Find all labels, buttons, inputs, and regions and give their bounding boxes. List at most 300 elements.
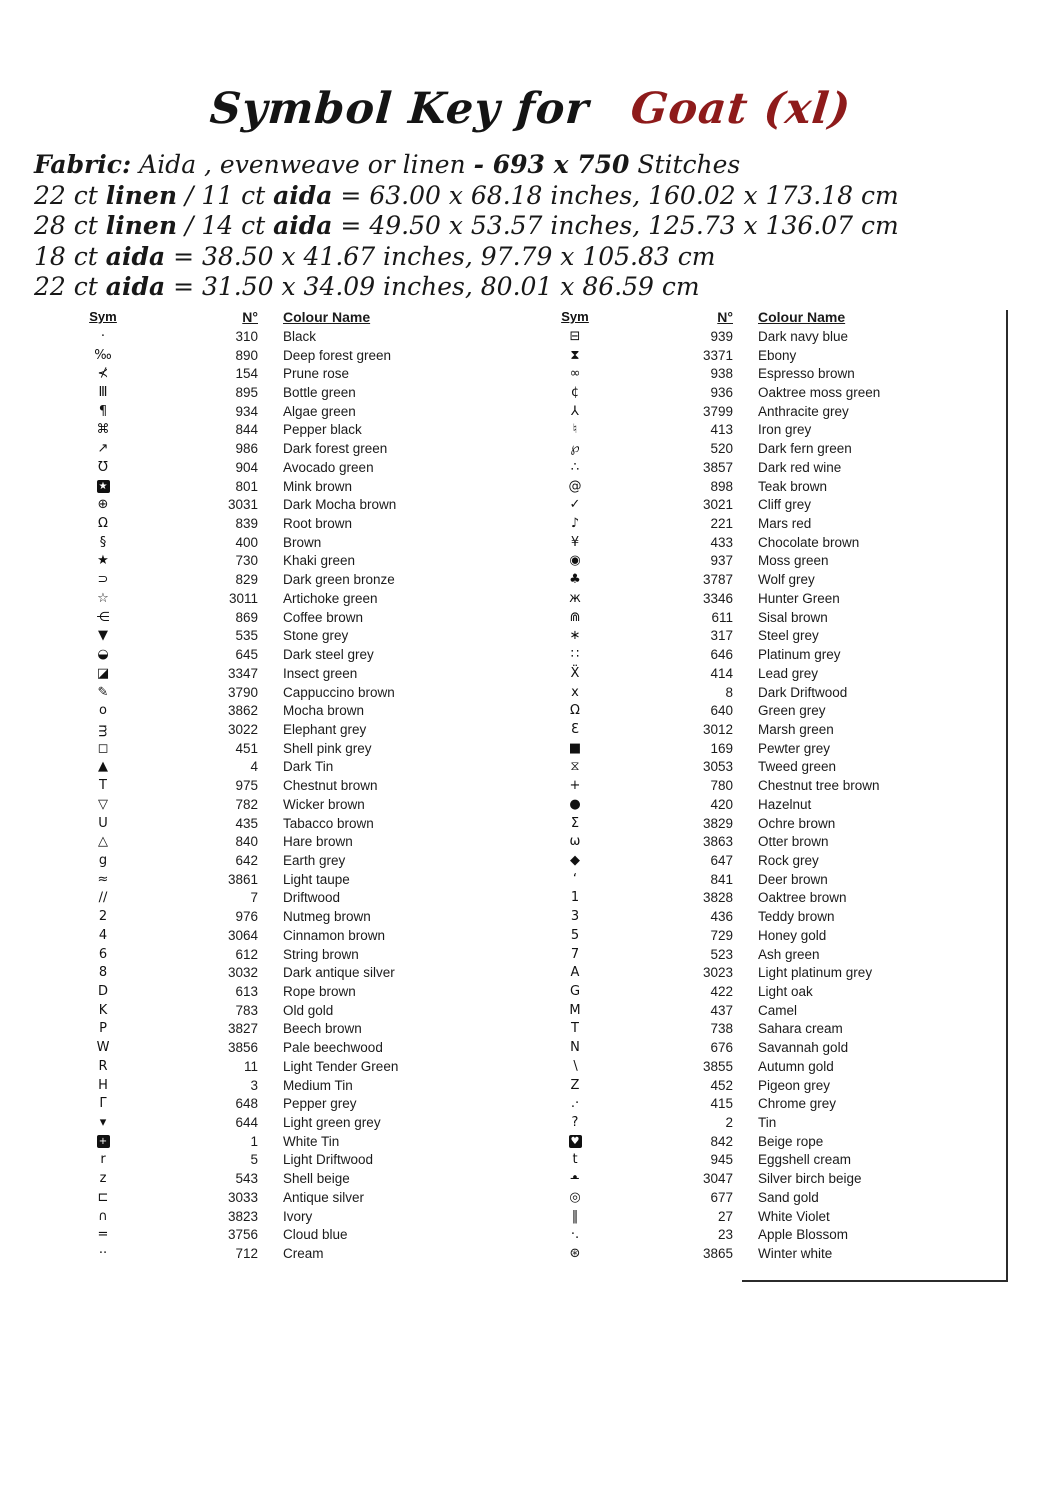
colour-name-cell: Black <box>283 328 317 344</box>
colour-name-cell: Light platinum grey <box>758 965 873 981</box>
table-header-row <box>60 306 530 327</box>
stitch-symbol-glyph: 4 <box>98 927 108 943</box>
symbol-cell <box>540 1246 610 1261</box>
symbol-cell <box>540 965 610 980</box>
stitch-symbol-glyph: Ɛ <box>571 721 579 737</box>
stitch-symbol-glyph: ⊃ <box>97 572 109 588</box>
symbol-cell <box>60 497 146 512</box>
title-prefix: Symbol Key for <box>207 84 591 134</box>
number-cell: 842 <box>710 1133 733 1149</box>
symbol-cell <box>60 984 146 999</box>
number-cell: 642 <box>235 852 258 868</box>
fabric-text-segment: aida <box>105 241 166 271</box>
key-row <box>60 645 530 664</box>
key-row <box>60 1207 530 1226</box>
colour-name-cell: String brown <box>283 946 359 962</box>
colour-name-header: Colour Name <box>283 308 371 325</box>
number-cell: 3828 <box>702 890 733 906</box>
stitch-symbol-glyph: ⊕ <box>97 497 109 513</box>
key-row <box>60 795 530 814</box>
colour-name-cell: Chocolate brown <box>758 534 860 550</box>
symbol-cell <box>540 666 610 681</box>
colour-name-cell: Driftwood <box>283 890 341 906</box>
key-row <box>60 1076 530 1095</box>
fabric-text-segment: = 38.50 x 41.67 inches, 97.79 x 105.83 cm <box>165 241 716 271</box>
stitch-symbol-glyph: H <box>98 1077 108 1093</box>
number-cell: 400 <box>235 534 258 550</box>
number-cell: 975 <box>235 778 258 794</box>
symbol-cell <box>60 404 146 419</box>
key-row <box>60 1244 530 1263</box>
symbol-cell <box>540 479 610 494</box>
key-row <box>60 627 530 646</box>
stitch-symbol-glyph: ◆ <box>570 852 580 868</box>
fabric-text-segment: aida <box>273 211 333 240</box>
stitch-symbol-glyph: T <box>99 778 107 794</box>
stitch-symbol-glyph: ⊏ <box>97 1189 109 1205</box>
stitch-symbol-glyph: ♣ <box>569 572 581 588</box>
symbol-cell <box>540 628 610 643</box>
stitch-symbol-glyph: ᴟ <box>98 721 108 737</box>
number-cell: 644 <box>235 1115 258 1131</box>
symbol-cell <box>540 1209 610 1224</box>
colour-name-cell: Otter brown <box>758 834 829 850</box>
stitch-symbol-glyph: Γ <box>99 1096 107 1112</box>
symbol-cell <box>540 1003 610 1018</box>
fabric-text-segment: - 693 x 750 <box>473 150 630 179</box>
colour-name-cell: Cliff grey <box>758 497 812 513</box>
fabric-text-segment: linen <box>105 211 178 240</box>
stitch-symbol-glyph: ≈ <box>97 871 109 887</box>
symbol-cell <box>60 591 146 606</box>
colour-name-cell: Deer brown <box>758 871 828 887</box>
number-cell: 27 <box>717 1208 733 1224</box>
number-cell: 640 <box>710 703 733 719</box>
key-row <box>60 664 530 683</box>
key-row <box>60 1020 530 1039</box>
symbol-cell <box>540 685 610 700</box>
colour-name-cell: Anthracite grey <box>758 403 849 419</box>
colour-name-cell: Wolf grey <box>758 572 815 588</box>
colour-name-cell: Pewter grey <box>758 740 831 756</box>
number-cell: 841 <box>710 871 733 887</box>
key-row <box>60 982 530 1001</box>
colour-name-cell: Sahara cream <box>758 1021 843 1037</box>
stitch-symbol-glyph: ⊟ <box>569 328 581 344</box>
number-cell: 535 <box>235 628 258 644</box>
stitch-symbol-glyph: ◻ <box>97 740 109 756</box>
symbol-cell <box>60 422 146 437</box>
fabric-text-segment: = 49.50 x 53.57 inches, 125.73 x 136.07 cm <box>332 211 899 240</box>
symbol-cell <box>60 778 146 793</box>
stitch-symbol-glyph: ⧗ <box>570 347 580 363</box>
key-row <box>60 570 530 589</box>
stitch-symbol-glyph: ¢ <box>570 385 580 401</box>
number-cell: 435 <box>235 815 258 831</box>
number-cell: 3032 <box>227 965 258 981</box>
number-cell: 3823 <box>227 1208 258 1224</box>
colour-name-cell: Teak brown <box>758 478 828 494</box>
symbol-cell <box>60 553 146 568</box>
key-row <box>60 495 530 514</box>
colour-name-cell: Chrome grey <box>758 1096 837 1112</box>
symbol-cell <box>540 497 610 512</box>
key-row <box>60 477 530 496</box>
colour-name-cell: Pale beechwood <box>283 1040 383 1056</box>
stitch-symbol-glyph: ℘ <box>570 441 580 457</box>
colour-name-cell: Winter white <box>758 1246 833 1262</box>
number-cell: 3047 <box>702 1171 733 1187</box>
colour-name-cell: Old gold <box>283 1002 334 1018</box>
sym-header: Sym <box>89 309 117 324</box>
key-row <box>60 364 530 383</box>
symbol-cell <box>60 666 146 681</box>
key-row <box>60 383 530 402</box>
symbol-cell <box>60 1171 146 1186</box>
colour-name-cell: Dark Mocha brown <box>283 497 397 513</box>
symbol-cell <box>60 797 146 812</box>
stitch-symbol-glyph: 5 <box>570 927 580 943</box>
number-cell: 5 <box>250 1152 258 1168</box>
number-cell: 801 <box>235 478 258 494</box>
key-row <box>60 1094 530 1113</box>
number-cell: 3011 <box>228 590 258 606</box>
symbol-cell <box>60 1021 146 1036</box>
stitch-symbol-glyph: ¶ <box>98 403 108 419</box>
number-cell: 3064 <box>227 927 258 943</box>
colour-name-cell: Marsh green <box>758 721 834 737</box>
colour-name-cell: Tin <box>758 1115 777 1131</box>
symbol-cell <box>540 591 610 606</box>
number-cell: 3371 <box>702 347 733 363</box>
symbol-cell <box>60 1152 146 1167</box>
number-cell: 520 <box>710 441 733 457</box>
symbol-cell <box>60 516 146 531</box>
fabric-text-segment: / 11 ct <box>177 180 274 210</box>
stitch-symbol-glyph: ☆ <box>97 590 109 606</box>
stitch-symbol-glyph: 8 <box>98 965 108 981</box>
colour-name-cell: Nutmeg brown <box>283 909 371 925</box>
colour-name-cell: Wicker brown <box>283 796 365 812</box>
number-cell: 3012 <box>702 721 733 737</box>
number-cell: 221 <box>710 516 733 532</box>
key-row <box>60 945 530 964</box>
key-row <box>60 963 530 982</box>
number-cell: 169 <box>710 740 733 756</box>
colour-name-cell: Dark forest green <box>283 441 388 457</box>
colour-name-cell: Light oak <box>758 984 813 1000</box>
colour-name-cell: Cloud blue <box>283 1227 348 1243</box>
colour-name-cell: White Violet <box>758 1208 830 1224</box>
number-cell: 3862 <box>227 703 258 719</box>
key-row <box>60 1132 530 1151</box>
stitch-symbol-glyph: ∩ <box>98 1208 108 1224</box>
key-row <box>60 608 530 627</box>
stitch-symbol-glyph: o <box>99 703 107 719</box>
key-row <box>60 889 530 908</box>
symbol-cell <box>60 1246 146 1261</box>
stitch-symbol-glyph: •̶ <box>571 1171 579 1187</box>
stitch-symbol-glyph: Ẍ <box>570 665 580 681</box>
key-row <box>60 832 530 851</box>
number-cell: 976 <box>235 909 258 925</box>
symbol-cell <box>60 1190 146 1205</box>
symbol-cell <box>540 741 610 756</box>
number-cell: 543 <box>235 1171 258 1187</box>
key-row <box>60 758 530 777</box>
stitch-symbol-glyph: ⋒ <box>569 609 581 625</box>
number-cell: 712 <box>235 1246 258 1262</box>
symbol-cell <box>540 928 610 943</box>
number-header: N° <box>242 308 258 325</box>
stitch-symbol-glyph: ‰ <box>94 347 112 363</box>
symbol-cell <box>60 1134 146 1149</box>
colour-name-cell: Dark red wine <box>758 459 842 475</box>
colour-name-cell: Coffee brown <box>283 609 364 625</box>
colour-name-cell: Brown <box>283 534 322 550</box>
number-cell: 829 <box>235 572 258 588</box>
key-row <box>60 907 530 926</box>
number-cell: 898 <box>710 478 733 494</box>
symbol-cell <box>540 947 610 962</box>
symbol-cell <box>60 890 146 905</box>
number-cell: 3756 <box>227 1227 258 1243</box>
key-row <box>60 533 530 552</box>
stitch-symbol-glyph: ★ <box>97 553 109 569</box>
number-cell: 945 <box>710 1152 733 1168</box>
stitch-symbol-glyph: ◪ <box>96 665 110 681</box>
stitch-symbol-glyph: ‖ <box>571 1208 579 1224</box>
symbol-cell <box>60 647 146 662</box>
key-row <box>60 1057 530 1076</box>
symbol-cell <box>60 909 146 924</box>
stitch-symbol-glyph: ■ <box>568 740 582 756</box>
colour-name-header: Colour Name <box>758 308 846 325</box>
number-cell: 3033 <box>227 1189 258 1205</box>
number-cell: 437 <box>710 1002 733 1018</box>
number-cell: 3861 <box>227 871 258 887</box>
colour-name-cell: Mocha brown <box>283 703 365 719</box>
colour-name-cell: Khaki green <box>283 553 356 569</box>
key-row <box>60 458 530 477</box>
number-cell: 936 <box>710 385 733 401</box>
symbol-cell <box>60 610 146 625</box>
symbol-cell <box>60 366 146 381</box>
symbol-cell <box>540 610 610 625</box>
symbol-cell <box>60 441 146 456</box>
stitch-symbol-glyph: ·· <box>98 1246 108 1262</box>
symbol-cell <box>540 1134 610 1149</box>
stitch-symbol-glyph: K <box>98 1002 108 1018</box>
colour-name-cell: Light Driftwood <box>283 1152 374 1168</box>
fabric-text-segment: 28 ct <box>34 211 106 240</box>
key-row <box>60 421 530 440</box>
fabric-line <box>34 272 1044 303</box>
colour-name-cell: Sisal brown <box>758 609 828 625</box>
stitch-symbol-glyph: ∴ <box>570 459 580 475</box>
symbol-cell <box>540 385 610 400</box>
stitch-symbol-glyph: ω <box>569 834 581 850</box>
key-row <box>60 1001 530 1020</box>
symbol-cell <box>60 741 146 756</box>
colour-name-cell: Medium Tin <box>283 1077 353 1093</box>
number-cell: 452 <box>710 1077 733 1093</box>
number-cell: 8 <box>725 684 733 700</box>
fabric-text-segment: 22 ct <box>34 272 106 301</box>
text-frame-border <box>742 310 1008 1282</box>
number-cell: 3855 <box>702 1058 733 1074</box>
colour-name-cell: Chestnut brown <box>283 778 378 794</box>
stitch-symbol-glyph: Σ <box>570 815 580 831</box>
key-row <box>60 1169 530 1188</box>
symbol-cell <box>60 1040 146 1055</box>
colour-name-cell: Stone grey <box>283 628 349 644</box>
stitch-symbol-glyph: ◉ <box>569 553 581 569</box>
stitch-symbol-glyph: Ω <box>98 516 108 532</box>
fabric-text-segment: 18 ct <box>34 241 106 271</box>
number-cell: 154 <box>235 366 258 382</box>
colour-name-cell: Ebony <box>758 347 797 363</box>
colour-name-cell: Chestnut tree brown <box>758 778 880 794</box>
stitch-symbol-glyph: · <box>100 328 106 344</box>
colour-name-cell: Pepper grey <box>283 1096 357 1112</box>
key-row <box>60 701 530 720</box>
key-row <box>60 1038 530 1057</box>
colour-name-cell: Dark fern green <box>758 441 852 457</box>
symbol-cell <box>60 1227 146 1242</box>
symbol-cell <box>540 460 610 475</box>
key-row <box>60 814 530 833</box>
number-cell: 613 <box>235 984 258 1000</box>
symbol-cell <box>540 1190 610 1205</box>
symbol-cell <box>540 404 610 419</box>
number-cell: 939 <box>710 328 733 344</box>
colour-name-cell: Deep forest green <box>283 347 392 363</box>
symbol-cell <box>540 1115 610 1130</box>
key-row <box>60 1226 530 1245</box>
symbol-cell <box>540 422 610 437</box>
stitch-symbol-glyph: ⋲ <box>96 609 110 625</box>
symbol-cell <box>540 1059 610 1074</box>
stitch-symbol-glyph: ·. <box>570 1227 580 1243</box>
colour-name-cell: Bottle green <box>283 385 356 401</box>
number-cell: 729 <box>710 927 733 943</box>
stitch-symbol-glyph: .· <box>570 1096 580 1112</box>
key-row <box>60 926 530 945</box>
symbol-cell <box>540 703 610 718</box>
key-row <box>60 720 530 739</box>
symbol-cell <box>540 816 610 831</box>
stitch-symbol-glyph: 3 <box>570 909 580 925</box>
colour-name-cell: Shell pink grey <box>283 740 372 756</box>
colour-name-cell: Iron grey <box>758 422 812 438</box>
colour-name-cell: Dark Driftwood <box>758 684 848 700</box>
colour-name-cell: Rope brown <box>283 984 356 1000</box>
number-cell: 523 <box>710 946 733 962</box>
fabric-text-segment: Aida , evenweave or linen <box>131 150 474 179</box>
stitch-symbol-glyph: ? <box>571 1115 579 1131</box>
number-cell: 676 <box>710 1040 733 1056</box>
number-cell: 3031 <box>227 497 258 513</box>
symbol-cell <box>60 722 146 737</box>
colour-name-cell: Light green grey <box>283 1115 381 1131</box>
number-cell: 3829 <box>702 815 733 831</box>
colour-name-cell: Savannah gold <box>758 1040 849 1056</box>
stitch-symbol-glyph: N <box>570 1040 580 1056</box>
fabric-text-segment: Stitches <box>629 150 741 179</box>
number-cell: 451 <box>235 740 258 756</box>
colour-name-cell: Dark antique silver <box>283 965 395 981</box>
stitch-symbol-glyph: ⊀ <box>97 366 109 382</box>
symbol-cell <box>60 479 146 494</box>
stitch-symbol-glyph: ✎ <box>97 684 109 700</box>
symbol-cell <box>60 1096 146 1111</box>
key-row <box>60 776 530 795</box>
fabric-text-segment: 22 ct <box>34 180 106 210</box>
symbol-cell <box>540 890 610 905</box>
colour-name-cell: Pepper black <box>283 422 362 438</box>
colour-name-cell: Beech brown <box>283 1021 362 1037</box>
symbol-cell <box>60 1078 146 1093</box>
colour-name-cell: Dark navy blue <box>758 328 849 344</box>
stitch-symbol-glyph: 2 <box>98 909 108 925</box>
stitch-symbol-glyph: ⅄ <box>571 403 579 419</box>
stitch-symbol-glyph: ★ <box>97 480 110 493</box>
colour-name-cell: Elephant grey <box>283 721 367 737</box>
symbol-cell <box>60 1115 146 1130</box>
symbol-cell <box>540 834 610 849</box>
symbol-cell <box>540 853 610 868</box>
colour-name-cell: Oaktree brown <box>758 890 847 906</box>
colour-name-cell: Ochre brown <box>758 815 836 831</box>
stitch-symbol-glyph: Ⅲ <box>98 385 108 401</box>
stitch-symbol-glyph: M <box>569 1002 581 1018</box>
symbol-cell <box>60 947 146 962</box>
fabric-text-segment: aida <box>105 272 166 301</box>
stitch-symbol-glyph: + <box>569 778 581 794</box>
number-cell: 869 <box>235 609 258 625</box>
symbol-cell <box>540 984 610 999</box>
symbol-cell <box>540 872 610 887</box>
stitch-symbol-glyph: ◎ <box>569 1189 581 1205</box>
colour-name-cell: Platinum grey <box>758 647 841 663</box>
colour-name-cell: Dark steel grey <box>283 647 374 663</box>
symbol-cell <box>60 685 146 700</box>
number-cell: 3827 <box>227 1021 258 1037</box>
stitch-symbol-glyph: ↗ <box>97 441 109 457</box>
stitch-symbol-glyph: Z <box>570 1077 580 1093</box>
number-cell: 3 <box>250 1077 258 1093</box>
colour-name-cell: Hare brown <box>283 834 353 850</box>
symbol-cell <box>60 1209 146 1224</box>
stitch-symbol-glyph: △ <box>98 834 108 850</box>
number-cell: 415 <box>710 1096 733 1112</box>
fabric-line <box>34 181 1044 212</box>
stitch-symbol-glyph: Ʊ <box>98 459 108 475</box>
colour-name-cell: Oaktree moss green <box>758 385 881 401</box>
symbol-cell <box>60 535 146 550</box>
number-cell: 840 <box>235 834 258 850</box>
symbol-cell <box>540 535 610 550</box>
fabric-text-segment: / 14 ct <box>177 211 274 240</box>
symbol-cell <box>60 928 146 943</box>
number-cell: 414 <box>710 665 733 681</box>
stitch-symbol-glyph: ⌘ <box>96 422 110 438</box>
symbol-cell <box>540 647 610 662</box>
number-cell: 3021 <box>702 497 733 513</box>
stitch-symbol-glyph: r <box>100 1152 106 1168</box>
colour-name-cell: Earth grey <box>283 852 346 868</box>
